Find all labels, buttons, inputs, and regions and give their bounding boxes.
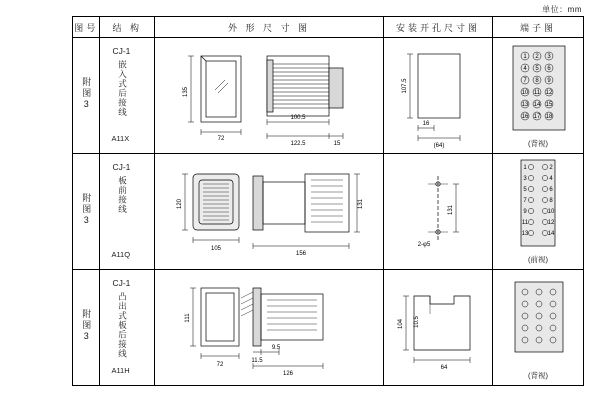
outline-drawing-cell-3	[154, 270, 383, 386]
header-outline: 外 形 尺 寸 图	[154, 17, 383, 38]
mounting-drawing-cell-2	[383, 154, 492, 270]
svg-text:4: 4	[523, 66, 527, 72]
svg-text:3: 3	[523, 176, 527, 182]
terminal-caption-3: (背视)	[527, 371, 548, 380]
svg-text:6: 6	[547, 66, 551, 72]
dim-100-5: 100.5	[290, 115, 306, 121]
mounting-drawing-1	[384, 38, 492, 152]
dim-64: (64)	[433, 143, 445, 149]
svg-text:5: 5	[523, 187, 527, 193]
svg-text:12: 12	[545, 90, 553, 96]
structure-cell-3	[100, 270, 155, 386]
svg-text:18: 18	[545, 114, 553, 120]
terminal-drawing-cell-1	[492, 38, 583, 154]
svg-text:4: 4	[549, 176, 553, 182]
dim-72: 72	[216, 362, 224, 368]
dim-156: 156	[295, 251, 306, 257]
mounting-drawing-cell-1	[383, 38, 492, 154]
structure-cell-1	[100, 38, 155, 154]
svg-text:5: 5	[535, 66, 539, 72]
svg-text:15: 15	[545, 102, 553, 108]
fig-no-cell-2	[73, 154, 100, 270]
svg-text:11: 11	[533, 90, 541, 96]
svg-text:14: 14	[547, 231, 555, 237]
dim-72: 72	[217, 136, 225, 142]
header-fig-no: 图号	[73, 17, 100, 38]
svg-text:16: 16	[521, 114, 529, 120]
model-label-1: CJ-1	[112, 46, 131, 56]
dim-131-mount: 131	[447, 204, 454, 216]
fig-no-label-1: 附图3	[81, 77, 92, 111]
structure-desc-1: 嵌入式后接线	[117, 60, 128, 117]
table-row	[73, 270, 584, 386]
dim-131: 131	[357, 198, 364, 210]
dim-104: 104	[397, 318, 404, 330]
svg-text:14: 14	[533, 102, 541, 108]
dim-122-5: 122.5	[290, 141, 306, 147]
svg-text:9: 9	[523, 209, 527, 215]
svg-text:13: 13	[521, 102, 529, 108]
dim-10-5: 10.5	[413, 316, 420, 328]
model-label-2: CJ-1	[112, 162, 131, 172]
svg-text:10: 10	[547, 209, 555, 215]
dim-15: 15	[333, 141, 341, 147]
svg-text:8: 8	[535, 78, 539, 84]
svg-text:1: 1	[523, 54, 527, 60]
model-label-3: CJ-1	[112, 278, 131, 288]
svg-text:10: 10	[521, 90, 529, 96]
outline-drawing-3	[155, 270, 383, 384]
svg-text:7: 7	[523, 78, 527, 84]
mounting-drawing-2	[384, 154, 492, 268]
structure-code-2: A11Q	[111, 250, 131, 259]
terminal-drawing-cell-2	[492, 154, 583, 270]
dim-16: 16	[422, 121, 430, 127]
fig-no-label-3: 附图3	[81, 309, 92, 343]
outline-drawing-2	[155, 154, 383, 268]
terminal-caption-1: (背视)	[527, 139, 548, 148]
svg-text:8: 8	[549, 198, 553, 204]
svg-text:1: 1	[523, 165, 527, 171]
header-structure: 结 构	[100, 17, 155, 38]
dim-2-phi5: 2-φ5	[417, 242, 431, 248]
structure-desc-2: 板前接线	[117, 176, 128, 214]
dim-107-5: 107.5	[401, 78, 408, 94]
fig-no-cell-1	[73, 38, 100, 154]
fig-no-cell-3	[73, 270, 100, 386]
svg-text:12: 12	[547, 220, 555, 226]
svg-text:11: 11	[521, 220, 529, 226]
svg-text:2: 2	[535, 54, 539, 60]
dim-135: 135	[182, 86, 189, 98]
outline-drawing-1	[155, 38, 383, 152]
svg-text:13: 13	[521, 231, 529, 237]
dim-111: 111	[184, 313, 191, 323]
dim-64-mount: 64	[440, 365, 448, 371]
dim-126: 126	[282, 371, 293, 377]
structure-desc-3: 凸出式板后接线	[117, 292, 128, 359]
specification-table	[72, 16, 584, 386]
dim-105: 105	[210, 246, 221, 252]
header-terminal: 端子图	[492, 17, 583, 38]
dim-11-5: 11.5	[251, 358, 263, 364]
svg-text:9: 9	[547, 78, 551, 84]
table-header-row	[73, 17, 584, 38]
terminal-caption-2: (前视)	[527, 255, 548, 264]
svg-text:6: 6	[549, 187, 553, 193]
structure-cell-2	[100, 154, 155, 270]
svg-text:7: 7	[523, 198, 527, 204]
structure-code-1: A11X	[111, 134, 130, 143]
dim-120: 120	[176, 198, 183, 210]
terminal-drawing-1	[493, 38, 583, 152]
svg-text:2: 2	[549, 165, 553, 171]
mounting-drawing-cell-3	[383, 270, 492, 386]
unit-note: 单位：mm	[542, 5, 582, 14]
mounting-drawing-3	[384, 270, 492, 384]
outline-drawing-cell-2	[154, 154, 383, 270]
table-row	[73, 38, 584, 154]
structure-code-3: A11H	[111, 366, 130, 375]
fig-no-label-2: 附图3	[81, 193, 92, 227]
terminal-drawing-2	[493, 154, 583, 268]
header-mounting: 安装开孔尺寸图	[383, 17, 492, 38]
table-row	[73, 154, 584, 270]
terminal-drawing-3	[493, 270, 583, 384]
dim-9-5: 9.5	[271, 345, 281, 351]
outline-drawing-cell-1	[154, 38, 383, 154]
svg-text:3: 3	[547, 54, 551, 60]
terminal-drawing-cell-3	[492, 270, 583, 386]
svg-text:17: 17	[533, 114, 541, 120]
